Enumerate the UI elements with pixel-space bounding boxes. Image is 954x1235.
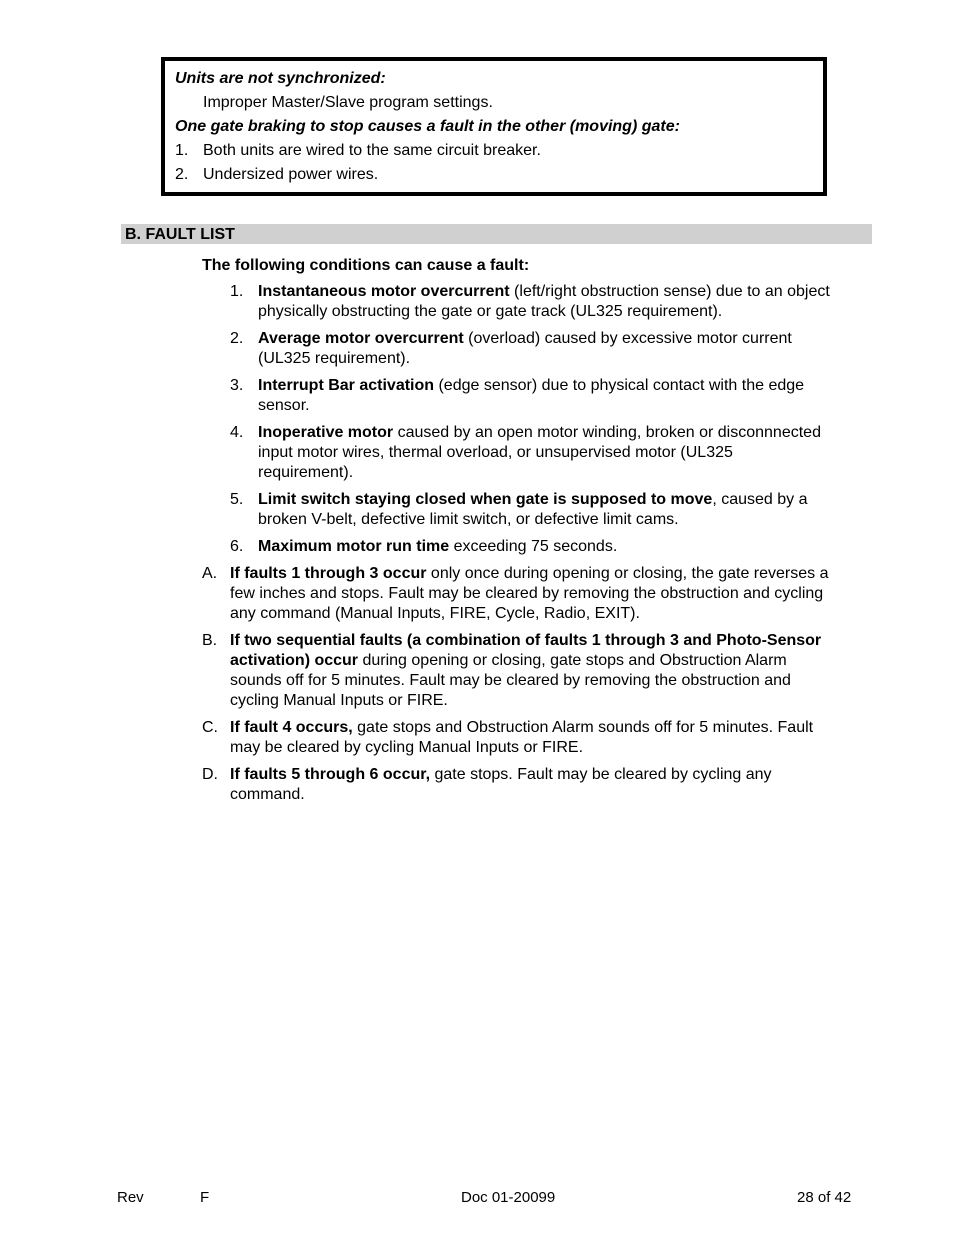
box-heading-1: Units are not synchronized: bbox=[175, 70, 386, 87]
footer-page-number: 28 of 42 bbox=[797, 1189, 852, 1206]
footer-rev-value: F bbox=[200, 1189, 210, 1206]
section-header-fault-list bbox=[121, 224, 872, 244]
box-heading-2: One gate braking to stop causes a fault in the other (moving) gate: bbox=[175, 118, 680, 135]
box-line-1: Improper Master/Slave program settings. bbox=[203, 94, 493, 111]
fault-item-5: 5. Limit switch staying closed when gate is supposed to move, caused by a broken V-belt, defective limit switch, or defective limit cams. bbox=[230, 491, 808, 528]
fault-note-a: A. If faults 1 through 3 occur only once during opening or closing, the gate reverses a few inches and stops. Fault may be cleared by removing the obstruction and cycling any command (Manual Inputs, FIRE, Cycle, Radio, EXIT). bbox=[202, 565, 829, 622]
footer-doc-number: Doc 01-20099 bbox=[461, 1189, 556, 1206]
fault-item-4: 4. Inoperative motor caused by an open motor winding, broken or disconnnected input motor wires, thermal overload, or unsupervised motor (UL325 requirement). bbox=[230, 424, 821, 481]
fault-list bbox=[202, 282, 832, 812]
fault-note-c: C. If fault 4 occurs, gate stops and Obstruction Alarm sounds off for 5 minutes. Fault may be cleared by cycling Manual Inputs or FIRE. bbox=[202, 719, 814, 756]
fault-note-b: B. If two sequential faults (a combination of faults 1 through 3 and Photo-Sensor activation) occur during opening or closing, gate stops and Obstruction Alarm sounds off for 5 minutes. Fault may be cleared by removing the obstruction and cycling Manual Inputs or FIRE. bbox=[202, 632, 822, 709]
fault-item-2: 2. Average motor overcurrent (overload) caused by excessive motor current (UL325 requirement). bbox=[230, 330, 792, 367]
box-list-item: 1. Both units are wired to the same circuit breaker. bbox=[175, 142, 541, 159]
fault-item-6: 6. Maximum motor run time exceeding 75 seconds. bbox=[230, 538, 618, 555]
box-list-item: 2. Undersized power wires. bbox=[175, 166, 379, 183]
section-title: B. FAULT LIST bbox=[125, 226, 235, 243]
troubleshooting-box bbox=[161, 57, 827, 196]
fault-item-1: 1. Instantaneous motor overcurrent (left/right obstruction sense) due to an object physically obstructing the gate or gate track (UL325 requirement). bbox=[230, 283, 830, 320]
fault-note-d: D. If faults 5 through 6 occur, gate stops. Fault may be cleared by cycling any command. bbox=[202, 766, 772, 803]
footer-rev-label: Rev bbox=[117, 1189, 144, 1206]
fault-item-3: 3. Interrupt Bar activation (edge sensor) due to physical contact with the edge sensor. bbox=[230, 377, 805, 414]
fault-intro: The following conditions can cause a fault: bbox=[202, 257, 530, 274]
